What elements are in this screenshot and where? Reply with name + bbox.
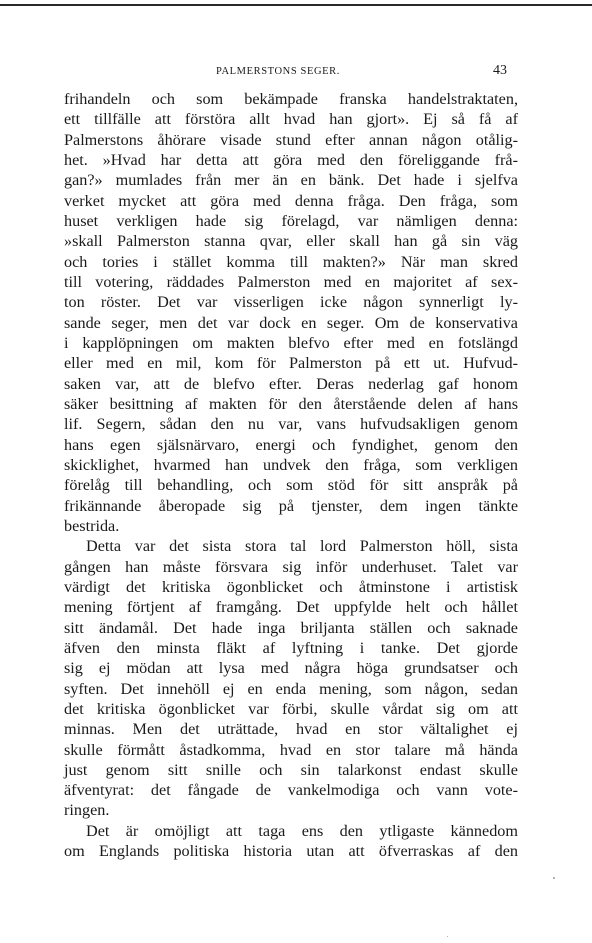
paper-speck	[447, 936, 448, 937]
text-line: minnas. Men det uträttade, hvad en stor vältalighet ej	[64, 720, 518, 739]
text-line: mening förtjent af framgång. Det uppfylde helt och hållet	[64, 598, 518, 617]
text-line: frikännande åberopade sig på tjenster, dem ingen tänkte	[64, 496, 518, 515]
text-line: det kritiska ögonblicket var förbi, skulle vårdat sig om att	[64, 699, 518, 718]
text-line: sig ej mödan att lysa med några höga grundsatser och	[64, 659, 518, 678]
page-number: 43	[493, 63, 507, 78]
text-line: Palmerstons åhörare visade stund efter annan någon otålig-	[64, 130, 518, 149]
text-line: gången han måste försvara sig inför underhuset. Talet var	[64, 557, 518, 576]
text-line: äfven den minsta fläkt af lyftning i tanke. Det gjorde	[64, 638, 518, 657]
text-line: till votering, räddades Palmerston med en majoritet af sex-	[64, 272, 518, 291]
paragraph-end-line: ringen.	[64, 801, 110, 820]
paragraph-start-line: Detta var det sista stora tal lord Palmerston höll, sista	[86, 537, 518, 556]
text-line: om Englands politiska historia utan att öfverraskas af den	[64, 842, 518, 861]
text-line: ton röster. Det var visserligen icke någon synnerligt ly-	[64, 293, 518, 312]
text-line: förelåg till behandling, och som stöd för sitt anspråk på	[64, 476, 518, 495]
text-line: »skall Palmerston stanna qvar, eller skall han gå sin väg	[64, 232, 518, 251]
text-line: gan?» mumlades från mer än en bänk. Det hade i sjelfva	[64, 171, 518, 190]
text-line: säker besittning af makten för den återstående delen af hans	[64, 394, 518, 413]
text-line: skulle förmått åstadkomma, hvad en stor talare må hända	[64, 740, 518, 759]
text-line: syften. Det innehöll ej en enda mening, som någon, sedan	[64, 679, 518, 698]
text-line: saken var, att de blefvo efter. Deras nederlag gaf honom	[64, 374, 518, 393]
text-line: lif. Segern, sådan den nu var, vans hufvudsakligen genom	[64, 415, 518, 434]
paper-speck	[553, 877, 555, 879]
body-text	[64, 89, 518, 861]
top-border-rule	[0, 4, 592, 6]
text-line: värdigt det kritiska ögonblicket och åtminstone i artistisk	[64, 577, 518, 596]
text-line: sande seger, men det var dock en seger. Om de konservativa	[64, 313, 518, 332]
text-line: just genom sitt snille och sin talarkonst endast skulle	[64, 760, 518, 779]
text-line: i kapplöpningen om makten blefvo efter med en fotslängd	[64, 333, 518, 352]
text-line: hans egen själsnärvaro, energi och fyndighet, genom den	[64, 435, 518, 454]
text-line: ett tillfälle att förstöra allt hvad han gjort». Ej så få af	[64, 110, 518, 129]
text-line: skicklighet, hvarmed han undvek den fråga, som verkligen	[64, 455, 518, 474]
text-line: och tories i stället komma till makten?» När man skred	[64, 252, 518, 271]
paragraph-end-line: bestrida.	[64, 516, 120, 535]
text-line: verket mycket att göra med denna fråga. Den fråga, som	[64, 191, 518, 210]
text-line: het. »Hvad har detta att göra med den föreliggande frå-	[64, 150, 518, 169]
text-line: huset verkligen hade sig förelagd, var nämligen denna:	[64, 211, 518, 230]
paragraph-start-line: Det är omöjligt att taga ens den ytligaste kännedom	[86, 821, 518, 840]
running-header-title: PALMERSTONS SEGER.	[216, 66, 340, 77]
text-line: eller med en mil, kom för Palmerston på ett ut. Hufvud-	[64, 354, 518, 373]
text-line: sitt ändamål. Det hade inga briljanta ställen och saknade	[64, 618, 518, 637]
text-line: äfventyrat: det fångade de vankelmodiga och vann vote-	[64, 781, 518, 800]
text-line: frihandeln och som bekämpade franska handelstraktaten,	[64, 90, 518, 108]
